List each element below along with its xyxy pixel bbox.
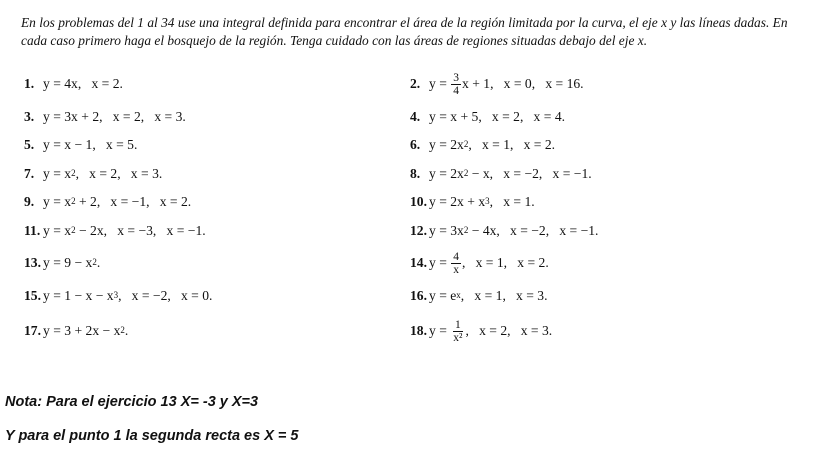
problem-number: 17. [24, 323, 41, 338]
problem-number: 7. [24, 166, 35, 181]
problem-17 [24, 314, 128, 348]
problem-expression: y = x − 1, x = 5. [43, 137, 138, 152]
problem-2 [410, 67, 584, 101]
problem-expression: y = 2x $^2$ , x = 1, x = 2. [429, 137, 556, 152]
problem-13 [24, 246, 100, 280]
problem-expression [429, 72, 584, 97]
problem-number: 1. [24, 76, 35, 91]
fraction-numerator: 3 [453, 71, 460, 84]
problem-expression: y = x $^2$ + 2, x = −1, x = 2. [43, 194, 192, 209]
fraction [451, 72, 461, 97]
problem-number: 13. [24, 255, 41, 270]
note-exercise-13: Nota: Para el ejercicio 13 X= -3 y X=3 [5, 394, 259, 410]
expr-pre: y = x [43, 223, 72, 238]
problem-expression [429, 319, 552, 344]
fraction-denominator: x [453, 263, 460, 276]
expr-pre: y = 2x [429, 166, 464, 181]
expr-post: , x = 2, x = 3. [75, 166, 163, 181]
problem-16 [410, 279, 548, 313]
problem-number: 2. [410, 76, 421, 91]
expr-pre: y = 1 − x − x [43, 288, 114, 303]
problem-number: 5. [24, 137, 35, 152]
fraction-denominator: 4 [453, 84, 460, 97]
expr-pre: y = [429, 76, 451, 91]
expr-pre: y = [429, 323, 451, 338]
fraction [451, 319, 464, 344]
problem-expression: y = 1 − x − x $^3$ , x = −2, x = 0. [43, 288, 213, 303]
problem-expression: y = x $^2$ , x = 2, x = 3. [43, 166, 163, 181]
expr-pre: y = x [43, 194, 72, 209]
problem-expression: y = 4x, x = 2. [43, 76, 123, 91]
note-problem-1: Y para el punto 1 la segunda recta es X = 5 [5, 428, 299, 444]
expr-post: , x = 1, x = 2. [468, 137, 556, 152]
problem-expression: y = e $^x$ , x = 1, x = 3. [429, 288, 548, 303]
problem-expression: y = 3x + 2, x = 2, x = 3. [43, 109, 186, 124]
problem-number: 18. [410, 323, 427, 338]
problem-number: 4. [410, 109, 421, 124]
problem-expression: y = 9 − x $^2$ . [43, 255, 101, 270]
fraction [451, 251, 461, 276]
fraction-numerator: 1 [454, 318, 461, 331]
problem-number: 6. [410, 137, 421, 152]
expr-pre: y = e [429, 288, 457, 303]
problem-expression: y = 2x $^2$ − x, x = −2, x = −1. [429, 166, 592, 181]
expr-pre: y = 2x [429, 137, 464, 152]
expr-post: − x, x = −2, x = −1. [468, 166, 592, 181]
expr-post: . [124, 323, 129, 338]
expr-pre: y = [429, 255, 451, 270]
problem-number: 9. [24, 194, 35, 209]
expr-pre: y = 9 − x [43, 255, 93, 270]
problem-expression: y = x + 5, x = 2, x = 4. [429, 109, 566, 124]
expr-post: − 4x, x = −2, x = −1. [468, 223, 599, 238]
problem-expression [429, 251, 549, 276]
fraction-numerator: 4 [453, 250, 460, 263]
expr-post: + 2, x = −1, x = 2. [75, 194, 192, 209]
problem-number: 3. [24, 109, 35, 124]
problem-number: 14. [410, 255, 427, 270]
problem-12 [410, 214, 598, 248]
expr-pre: y = 3x [429, 223, 464, 238]
problem-expression: y = 3x $^2$ − 4x, x = −2, x = −1. [429, 223, 599, 238]
expr-pre: y = 2x + x [429, 194, 486, 209]
problem-number: 11. [24, 223, 41, 238]
problem-number: 15. [24, 288, 41, 303]
instructions-text: En los problemas del 1 al 34 use una integral definida para encontrar el área de la región limitada por la curva, el eje x y las líneas dadas. En cada caso primero haga el bosquejo de la región. Tenga cuidado con las áreas de regiones situadas debajo del eje x. [21, 15, 788, 48]
problem-15 [24, 279, 212, 313]
problem-expression: y = x $^2$ − 2x, x = −3, x = −1. [43, 223, 206, 238]
problem-14 [410, 246, 549, 280]
expr-post: x + 1, x = 0, x = 16. [462, 76, 584, 91]
expr-pre: y = 3 + 2x − x [43, 323, 121, 338]
expr-post: , x = −2, x = 0. [118, 288, 213, 303]
problem-11 [24, 214, 206, 248]
expr-post: . [96, 255, 101, 270]
expr-pre: y = x [43, 166, 72, 181]
fraction-denominator: x² [453, 331, 463, 344]
expr-post: − 2x, x = −3, x = −1. [75, 223, 206, 238]
problem-number: 16. [410, 288, 427, 303]
problem-number: 10. [410, 194, 427, 209]
problem-number: 12. [410, 223, 427, 238]
problem-1 [24, 67, 123, 101]
problem-18 [410, 314, 552, 348]
expr-post: , x = 1, x = 2. [462, 255, 549, 270]
problem-expression: y = 3 + 2x − x $^2$ . [43, 323, 129, 338]
problem-expression: y = 2x + x $^3$ , x = 1. [429, 194, 535, 209]
expr-post: , x = 1. [489, 194, 535, 209]
expr-post: , x = 1, x = 3. [460, 288, 548, 303]
problem-number: 8. [410, 166, 421, 181]
expr-post: , x = 2, x = 3. [465, 323, 553, 338]
